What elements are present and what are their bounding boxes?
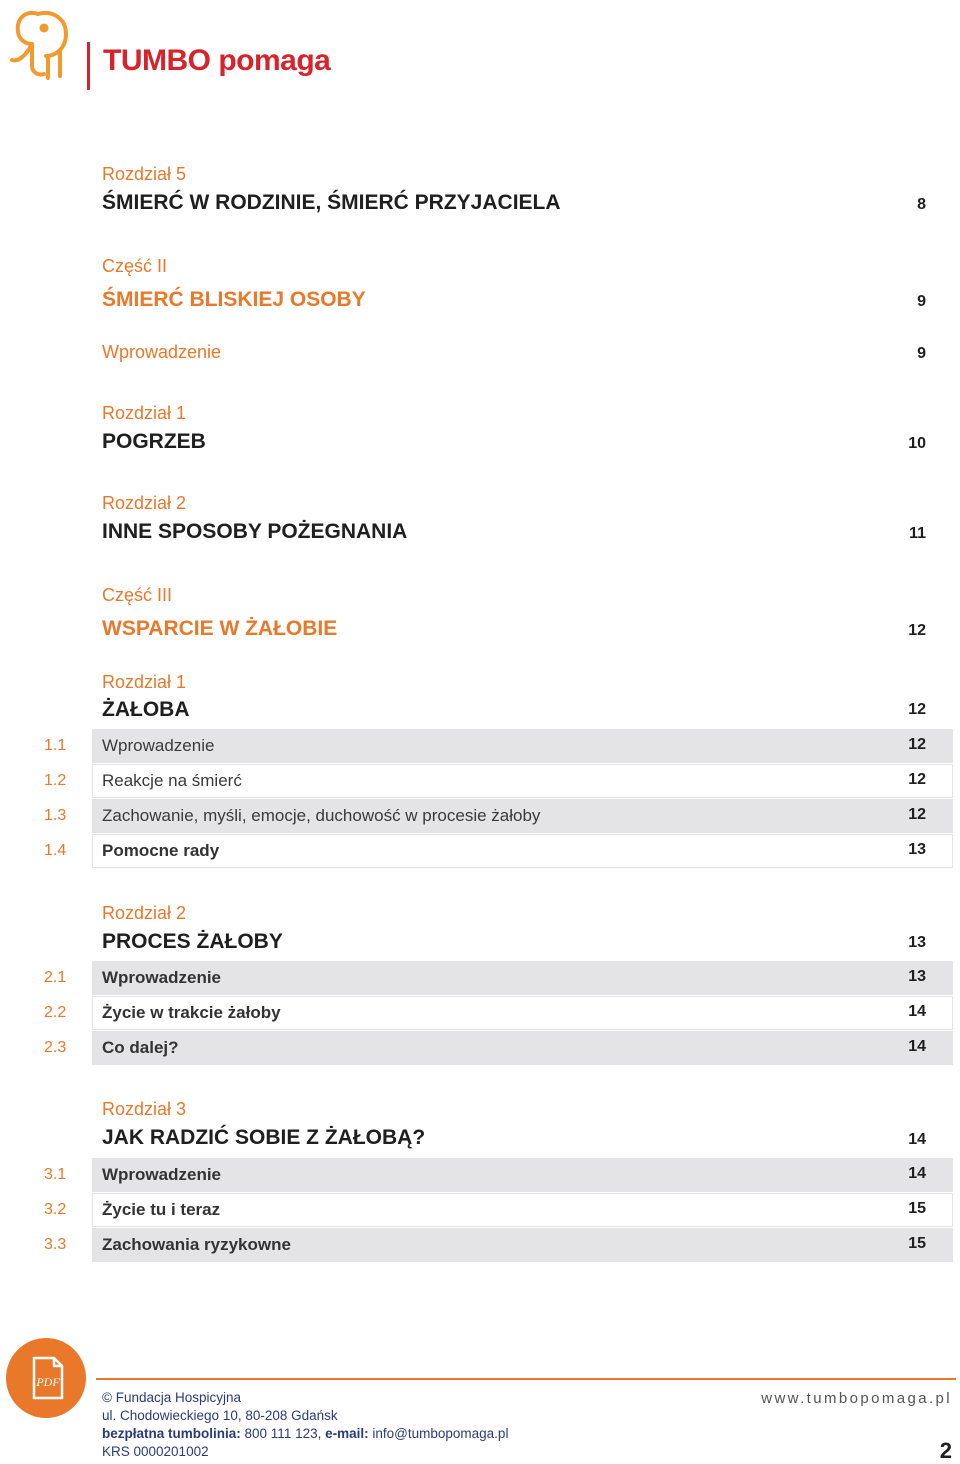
section-number: 3.1	[44, 1166, 67, 1183]
footer-contact	[102, 1426, 508, 1441]
page-header	[0, 0, 960, 100]
toc-row-label: Wprowadzenie	[102, 968, 222, 987]
part-title[interactable]: WSPARCIE W ŻAŁOBIE	[102, 617, 338, 640]
part-kicker: Część III	[102, 585, 173, 605]
chapter-title[interactable]: ŚMIERĆ W RODZINIE, ŚMIERĆ PRZYJACIELA	[102, 191, 561, 214]
section-number: 3.3	[44, 1236, 67, 1253]
toc-row-page: 14	[908, 1003, 926, 1020]
toc-row[interactable]	[92, 961, 953, 995]
page-ref: 14	[908, 1131, 926, 1148]
chapter-kicker: Rozdział 2	[102, 903, 187, 923]
footer-address: ul. Chodowieckiego 10, 80-208 Gdańsk	[102, 1408, 338, 1423]
page-ref: 11	[909, 525, 926, 542]
chapter-title[interactable]: PROCES ŻAŁOBY	[102, 930, 283, 953]
email-link[interactable]: info@tumbopomaga.pl	[372, 1426, 509, 1441]
toc-row-page: 15	[908, 1200, 926, 1217]
toc-row-page: 12	[908, 736, 926, 753]
toc-row[interactable]	[92, 996, 953, 1030]
footer-copyright: © Fundacja Hospicyjna	[102, 1390, 242, 1405]
intro-link[interactable]: Wprowadzenie	[102, 342, 222, 362]
page-ref: 9	[917, 293, 926, 310]
toc-row-page: 12	[908, 806, 926, 823]
toc-row-label: Pomocne rady	[102, 841, 220, 860]
section-number: 1.1	[44, 737, 67, 754]
section-number: 2.3	[44, 1039, 67, 1056]
section-number: 2.2	[44, 1004, 67, 1021]
chapter-kicker: Rozdział 2	[102, 493, 187, 513]
toc-row[interactable]	[92, 729, 953, 763]
toc-row-page: 14	[908, 1165, 926, 1182]
chapter-kicker: Rozdział 1	[102, 403, 187, 423]
pdf-icon-label: PDF	[36, 1375, 60, 1389]
pdf-icon[interactable]	[6, 1338, 86, 1418]
part-kicker: Część II	[102, 256, 168, 276]
page-number: 2	[939, 1438, 952, 1463]
toc-row-page: 13	[908, 968, 926, 985]
toc-row-page: 12	[908, 771, 926, 788]
toc-row[interactable]	[92, 799, 953, 833]
toc-row-page: 13	[908, 841, 926, 858]
chapter-kicker: Rozdział 1	[102, 672, 187, 692]
toc-row[interactable]	[92, 1031, 953, 1065]
footer-krs: KRS 0000201002	[102, 1444, 209, 1459]
toc-row-label: Co dalej?	[102, 1038, 179, 1057]
toc-row[interactable]	[92, 1158, 953, 1192]
page-ref: 10	[908, 435, 926, 452]
website-link[interactable]: www.tumbopomaga.pl	[761, 1390, 952, 1407]
toc-row[interactable]	[92, 1193, 953, 1227]
page-ref: 9	[917, 345, 926, 362]
toc-row-page: 15	[908, 1235, 926, 1252]
toc-row-label: Zachowanie, myśli, emocje, duchowość w procesie żałoby	[102, 806, 541, 825]
toc-row[interactable]	[92, 764, 953, 798]
page-ref: 13	[908, 934, 926, 951]
toc-row-label: Życie tu i teraz	[102, 1200, 221, 1219]
chapter-kicker: Rozdział 5	[102, 164, 187, 184]
hotline-phone[interactable]: 800 111 123,	[244, 1426, 322, 1441]
header-divider	[87, 42, 90, 90]
toc-row[interactable]	[92, 834, 953, 868]
hotline-label: bezpłatna tumbolinia:	[102, 1426, 241, 1441]
footer-divider	[96, 1378, 956, 1380]
section-number: 1.3	[44, 807, 67, 824]
section-number: 1.4	[44, 842, 67, 859]
toc-row-page: 14	[908, 1038, 926, 1055]
chapter-title[interactable]: INNE SPOSOBY POŻEGNANIA	[102, 520, 408, 543]
email-label: e-mail:	[325, 1426, 369, 1441]
toc-row[interactable]	[92, 1228, 953, 1262]
page-ref: 12	[908, 701, 926, 718]
toc-row-label: Wprowadzenie	[102, 736, 215, 755]
toc-row-label: Wprowadzenie	[102, 1165, 222, 1184]
chapter-title[interactable]: POGRZEB	[102, 430, 206, 453]
toc-row-label: Reakcje na śmierć	[102, 771, 242, 790]
chapter-title[interactable]: ŻAŁOBA	[102, 698, 190, 721]
toc-row-label: Życie w trakcie żałoby	[102, 1003, 281, 1022]
page-ref: 8	[917, 196, 926, 213]
chapter-title[interactable]: JAK RADZIĆ SOBIE Z ŻAŁOBĄ?	[102, 1126, 426, 1149]
elephant-icon	[8, 6, 76, 86]
chapter-kicker: Rozdział 3	[102, 1099, 187, 1119]
section-number: 2.1	[44, 969, 67, 986]
page-ref: 12	[908, 622, 926, 639]
part-title[interactable]: ŚMIERĆ BLISKIEJ OSOBY	[102, 288, 366, 311]
brand-title: TUMBO pomaga	[103, 44, 331, 77]
section-number: 1.2	[44, 772, 67, 789]
toc-row-label: Zachowania ryzykowne	[102, 1235, 291, 1254]
section-number: 3.2	[44, 1201, 67, 1218]
